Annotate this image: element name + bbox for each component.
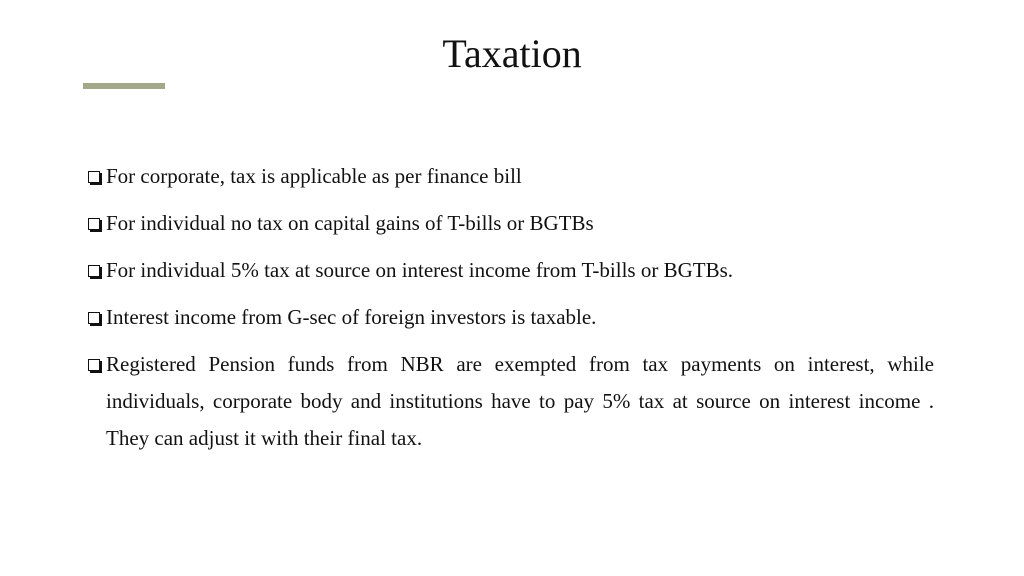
bullet-text: For individual 5% tax at source on interest income from T-bills or BGTBs. bbox=[106, 258, 733, 282]
bullet-item bbox=[88, 205, 934, 242]
square-bullet-icon bbox=[88, 359, 100, 371]
bullet-item bbox=[88, 158, 934, 195]
bullet-text: For corporate, tax is applicable as per finance bill bbox=[106, 164, 522, 188]
square-bullet-icon bbox=[88, 218, 100, 230]
bullet-item bbox=[88, 252, 934, 289]
bullet-item bbox=[88, 346, 934, 457]
square-bullet-icon bbox=[88, 312, 100, 324]
bullet-text: For individual no tax on capital gains of T-bills or BGTBs bbox=[106, 211, 594, 235]
bullet-text: Interest income from G-sec of foreign investors is taxable. bbox=[106, 305, 597, 329]
square-bullet-icon bbox=[88, 171, 100, 183]
title-accent-bar bbox=[83, 83, 165, 89]
square-bullet-icon bbox=[88, 265, 100, 277]
bullet-item bbox=[88, 299, 934, 336]
slide-title: Taxation bbox=[442, 31, 582, 76]
bullet-list bbox=[88, 158, 934, 467]
bullet-text: Registered Pension funds from NBR are exempted from tax payments on interest, while individuals, corporate body and institutions have to pay 5% tax at source on interest income . They can adjust it with their final tax. bbox=[106, 352, 934, 450]
